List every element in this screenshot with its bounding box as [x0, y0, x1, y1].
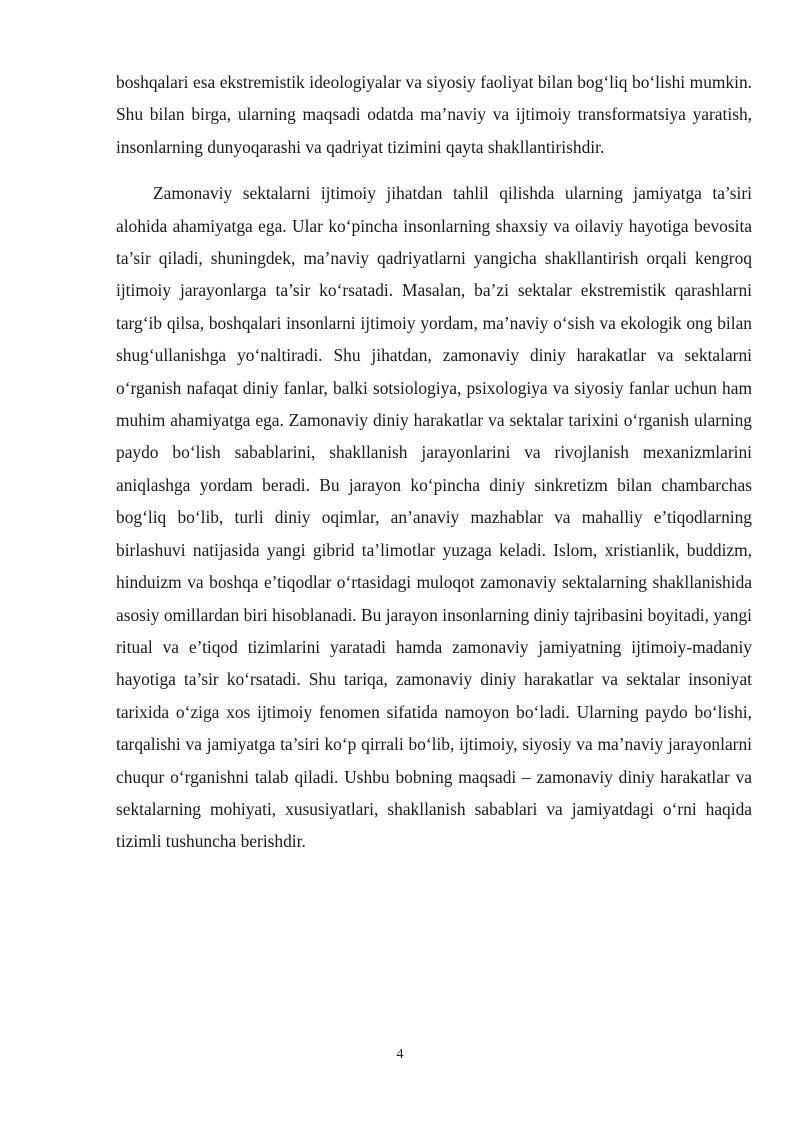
document-body	[116, 66, 752, 858]
paragraph-main: Zamonaviy sektalarni ijtimoiy jihatdan tahlil qilishda ularning jamiyatga ta’siri alohida ahamiyatga ega. Ular ko‘pincha insonlarning shaxsiy va oilaviy hayotiga bevosita ta’sir qiladi, shuningdek, ma’naviy qadriyatlarni yangicha shakllantirish orqali kengroq ijtimoiy jarayonlarga ta’sir ko‘rsatadi. Masalan, ba’zi sektalar ekstremistik qarashlarni targ‘ib qilsa, boshqalari insonlarni ijtimoiy yordam, ma’naviy o‘sish va ekologik ong bilan shug‘ullanishga yo‘naltiradi. Shu jihatdan, zamonaviy diniy harakatlar va sektalarni o‘rganish nafaqat diniy fanlar, balki sotsiologiya, psixologiya va siyosiy fanlar uchun ham muhim ahamiyatga ega. Zamonaviy diniy harakatlar va sektalar tarixini o‘rganish ularning paydo bo‘lish sabablarini, shakllanish jarayonlarini va rivojlanish mexanizmlarini aniqlashga yordam beradi. Bu jarayon ko‘pincha diniy sinkretizm bilan chambarchas bog‘liq bo‘lib, turli diniy oqimlar, an’anaviy mazhablar va mahalliy e’tiqodlarning birlashuvi natijasida yangi gibrid ta’limotlar yuzaga keladi. Islom, xristianlik, buddizm, hinduizm va boshqa e’tiqodlar o‘rtasidagi muloqot zamonaviy sektalarning shakllanishida asosiy omillardan biri hisoblanadi. Bu jarayon insonlarning diniy tajribasini boyitadi, yangi ritual va e’tiqod tizimlarini yaratadi hamda zamonaviy jamiyatning ijtimoiy-madaniy hayotiga ta’sir ko‘rsatadi. Shu tariqa, zamonaviy diniy harakatlar va sektalar insoniyat tarixida o‘ziga xos ijtimoiy fenomen sifatida namoyon bo‘ladi. Ularning paydo bo‘lishi, tarqalishi va jamiyatga ta’siri ko‘p qirrali bo‘lib, ijtimoiy, siyosiy va ma’naviy jarayonlarni chuqur o‘rganishni talab qiladi. Ushbu bobning maqsadi – zamonaviy diniy harakatlar va sektalarning mohiyati, xususiyatlari, shakllanish sabablari va jamiyatdagi o‘rni haqida tizimli tushuncha berishdir.	[116, 183, 752, 852]
paragraph-continued: boshqalari esa ekstremistik ideologiyalar va siyosiy faoliyat bilan bog‘liq bo‘lishi mumkin. Shu bilan birga, ularning maqsadi odatda ma’naviy va ijtimoiy transformatsiya yaratish, insonlarning dunyoqarashi va qadriyat tizimini qayta shakllantirishdir.	[116, 72, 752, 157]
page-number: 4	[396, 1047, 404, 1062]
